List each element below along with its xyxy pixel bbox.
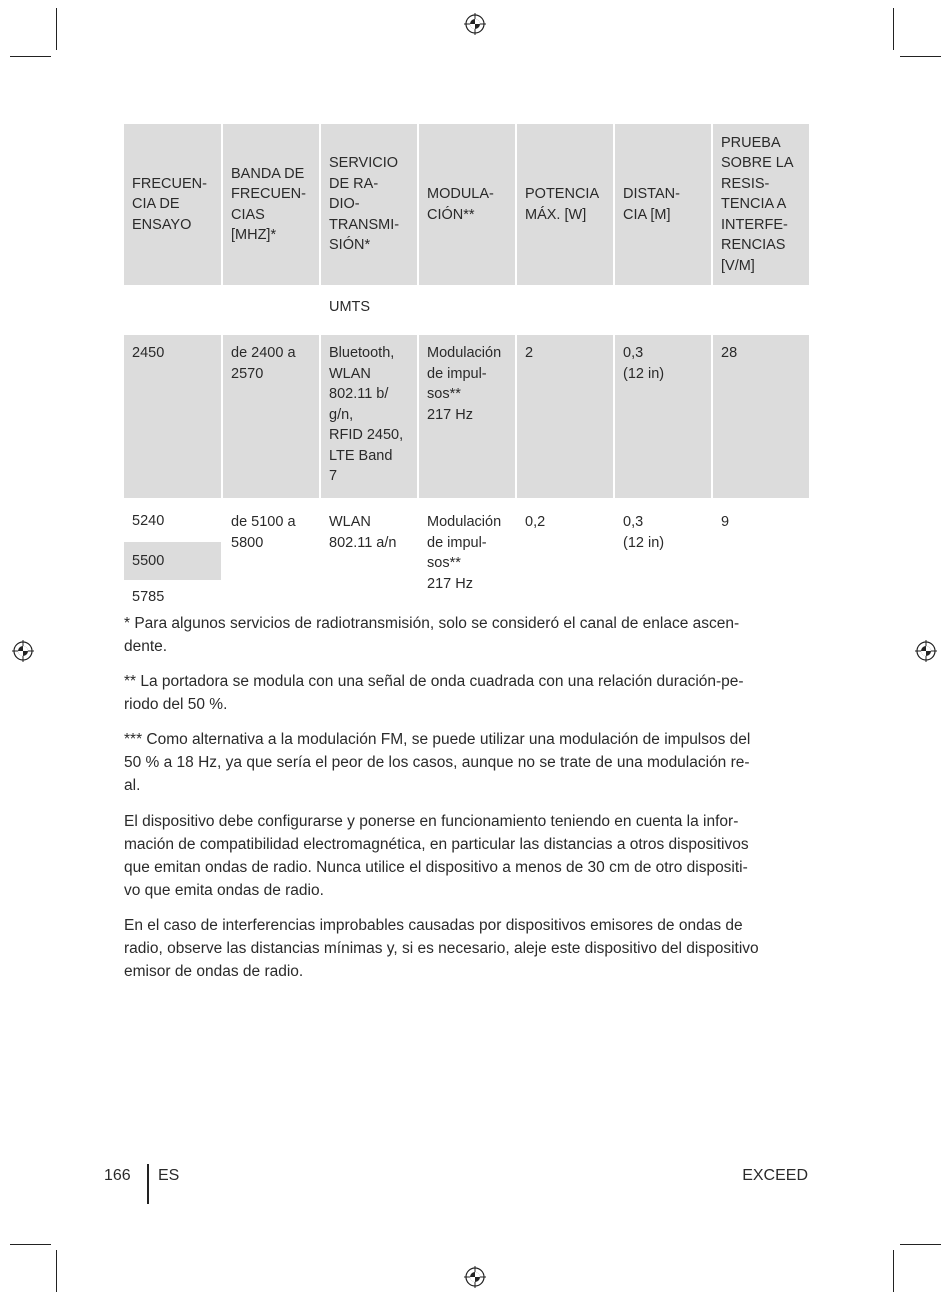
crop-mark xyxy=(900,56,941,57)
table-cell-frequency: 2450 xyxy=(124,334,222,501)
page-number: 166 xyxy=(104,1167,131,1184)
crop-mark xyxy=(10,1244,51,1245)
table-row xyxy=(124,334,809,501)
header-modulation: MODULA- CIÓN** xyxy=(418,124,516,286)
table-cell-power: 2 xyxy=(516,334,614,501)
crop-mark xyxy=(10,56,51,57)
footer-divider xyxy=(147,1164,149,1204)
table-cell-distance: 0,3 (12 in) xyxy=(614,334,712,501)
table-cell-band: de 5100 a 5800 xyxy=(222,501,320,618)
table-cell-service: UMTS xyxy=(320,286,418,334)
header-distance: DISTAN- CIA [M] xyxy=(614,124,712,286)
table-cell-band: de 2400 a 2570 xyxy=(222,334,320,501)
table-cell-service: WLAN 802.11 a/n xyxy=(320,501,418,618)
language-code: ES xyxy=(158,1167,180,1184)
crop-mark xyxy=(56,1250,57,1292)
frequency-value: 5785 xyxy=(132,589,165,605)
crop-mark xyxy=(893,1250,894,1292)
table-cell-modulation: Modulación de impul- sos** 217 Hz xyxy=(418,501,516,618)
body-paragraph: En el caso de interferencias improbables causadas por dispositivos emisores de ondas de radio, observe las distancias mínimas y, si es necesario, aleje este dispositivo del dispositivo emisor de ondas de radio. xyxy=(124,917,759,980)
table-cell-service: Bluetooth, WLAN 802.11 b/ g/n, RFID 2450, LTE Band 7 xyxy=(320,334,418,501)
table-cell-immunity: 28 xyxy=(712,334,809,501)
footnote-2: ** La portadora se modula con una señal de onda cuadrada con una relación duración-pe- riodo del 50 %. xyxy=(124,673,744,713)
crop-mark xyxy=(900,1244,941,1245)
table-row xyxy=(124,286,809,334)
table-cell-distance: 0,3 (12 in) xyxy=(614,501,712,618)
table-cell-power: 0,2 xyxy=(516,501,614,618)
header-radio-service: SERVICIO DE RA- DIO- TRANSMI- SIÓN* xyxy=(320,124,418,286)
frequency-value: 5240 xyxy=(132,513,165,529)
registration-mark-icon xyxy=(12,640,34,662)
crop-mark xyxy=(56,8,57,50)
registration-mark-icon xyxy=(464,1266,486,1288)
header-max-power: POTENCIA MÁX. [W] xyxy=(516,124,614,286)
registration-mark-icon xyxy=(464,13,486,35)
registration-mark-icon xyxy=(915,640,937,662)
product-name: EXCEED xyxy=(742,1167,808,1184)
header-immunity-test: PRUEBA SOBRE LA RESIS- TENCIA A INTERFE- RENCIAS [V/M] xyxy=(712,124,809,286)
immunity-spec-table xyxy=(124,124,809,618)
table-cell-modulation: Modulación de impul- sos** 217 Hz xyxy=(418,334,516,501)
table-cell-immunity: 9 xyxy=(721,514,730,530)
frequency-value: 5500 xyxy=(124,542,221,580)
table-row xyxy=(124,501,809,618)
table-cell-frequency-list xyxy=(124,501,222,618)
table-header-row xyxy=(124,124,809,286)
header-test-frequency: FRECUEN- CIA DE ENSAYO xyxy=(124,124,222,286)
footnote-1: * Para algunos servicios de radiotransmisión, solo se consideró el canal de enlace ascen- dente. xyxy=(124,615,740,655)
body-paragraph: El dispositivo debe configurarse y ponerse en funcionamiento teniendo en cuenta la infor- mación de compatibilidad electromagnética, en particular las distancias a otros dispositivos que emitan ondas de radio. Nunca utilice el dispositivo a menos de 30 cm de otro dispositi- vo que emita ondas de radio. xyxy=(124,813,749,899)
footnote-3: *** Como alternativa a la modulación FM, se puede utilizar una modulación de impulsos del 50 % a 18 Hz, ya que sería el peor de los casos, aunque no se trate de una modulación re- al. xyxy=(124,731,751,794)
header-frequency-band: BANDA DE FRECUEN- CIAS [MHZ]* xyxy=(222,124,320,286)
crop-mark xyxy=(893,8,894,50)
